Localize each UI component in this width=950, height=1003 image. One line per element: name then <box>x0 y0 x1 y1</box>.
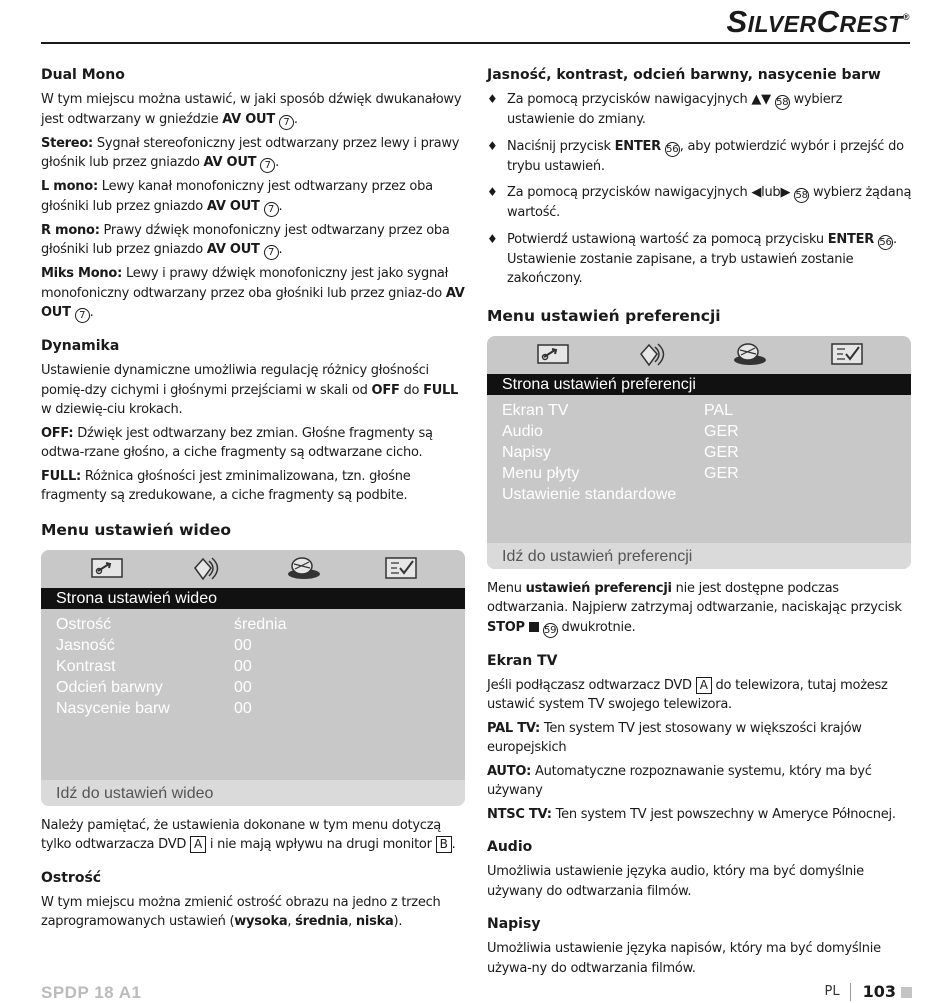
language-code: PL <box>825 983 851 1001</box>
section-heading-ostrosc: Ostrość <box>41 869 102 886</box>
ekran-intro: Jeśli podłączasz odtwarzacz DVD A do telewizora, tutaj możesz ustawić system TV swojego telewizora. <box>487 677 888 712</box>
model-number: SPDP 18 A1 <box>41 983 142 1002</box>
step-3: ♦ Za pomocą przycisków nawigacyjnych ◀lub▶ 58 wybierz żądaną wartość. <box>487 185 912 220</box>
osd-row-audio[interactable]: Audio GER <box>502 422 739 440</box>
osd-row-ostrosc[interactable]: Ostrość średnia <box>56 615 287 633</box>
pref-menu-note: Menu ustawień preferencji nie jest dostępne podczas odtwarzania. Najpierw zatrzymaj odtwarzanie, naciskając przycisk STOP 59 dwukrotnie. <box>487 580 902 636</box>
miks-mono-desc: Miks Mono: Lewy i prawy dźwięk monofoniczny jest jako sygnał monofoniczny odtwarzany przez oba głośniki lub przez gniaz-do AV OUT 7 . <box>41 266 465 321</box>
page-marker-square <box>901 987 912 998</box>
step-2: ♦ Naciśnij przycisk ENTER 56, aby potwierdzić wybór i przejść do trybu ustawień. <box>487 138 904 174</box>
preferences-osd <box>487 336 911 569</box>
setup-tools-icon <box>535 341 571 367</box>
left-arrow-icon: ◀ <box>751 185 762 200</box>
right-arrow-icon: ▶ <box>780 185 791 200</box>
page-number: 103 <box>862 982 896 1001</box>
video-menu-note: Należy pamiętać, że ustawienia dokonane w tym menu dotyczą tylko odtwarzacza DVD A i nie mają wpływu na drugi monitor B . <box>41 817 456 852</box>
auto-desc: AUTO: Automatyczne rozpoznawanie systemu, który ma być używany <box>487 763 872 798</box>
osd-row-menu-plyty[interactable]: Menu płyty GER <box>502 464 739 482</box>
osd-footer: Idź do ustawień wideo <box>41 780 465 806</box>
section-heading-dynamika: Dynamika <box>41 338 120 354</box>
video-settings-osd <box>41 550 465 806</box>
osd-row-ustawienie-standardowe[interactable]: Ustawienie standardowe <box>502 485 677 503</box>
audio-speaker-icon <box>189 555 225 581</box>
right-column <box>487 66 912 982</box>
osd-footer: Idź do ustawień preferencji <box>487 543 911 569</box>
dynamika-full-desc: FULL: Różnica głośności jest zminimalizowana, tzn. głośne fragmenty są zredukowane, a ciche fragmenty są podbite. <box>41 468 411 503</box>
napisy-desc: Umożliwia ustawienie języka napisów, który ma być domyślnie używa-ny do odtwarzania filmów. <box>487 941 881 976</box>
ref-number-7: 7 <box>279 115 294 130</box>
section-heading-audio: Audio <box>487 839 533 855</box>
osd-row-kontrast[interactable]: Kontrast 00 <box>56 657 252 675</box>
rmono-desc: R mono: Prawy dźwięk monofoniczny jest odtwarzany przez oba głośniki lub przez gniazdo AV OUT 7 . <box>41 222 450 258</box>
osd-title-bar: Strona ustawień wideo <box>41 588 465 609</box>
osd-row-napisy[interactable]: Napisy GER <box>502 443 739 461</box>
step-1: ♦ Za pomocą przycisków nawigacyjnych ▲▼ 58 wybierz ustawienie do zmiany. <box>487 92 843 127</box>
osd-row-nasycenie[interactable]: Nasycenie barw 00 <box>56 699 252 717</box>
page-footer <box>825 983 913 1001</box>
osd-row-odcien[interactable]: Odcień barwny 00 <box>56 678 252 696</box>
up-down-arrows-icon: ▲▼ <box>751 92 771 107</box>
dynamika-intro: Ustawienie dynamiczne umożliwia regulację różnicy głośności pomię-dzy cichymi i głośnymi przejściami w skali od OFF do FULL w dziewię-ciu krokach. <box>41 363 459 417</box>
steps-list <box>487 90 912 289</box>
dynamika-off-desc: OFF: Dźwięk jest odtwarzany bez zmian. Głośne fragmenty są odtwa-rzane głośno, a ciche fragmenty są odtwarzane cicho. <box>41 425 433 460</box>
audio-speaker-icon <box>635 341 671 367</box>
preferences-checklist-icon <box>829 341 865 367</box>
stereo-desc: Stereo: Sygnał stereofoniczny jest odtwarzany przez lewy i prawy głośnik lub przez gniazdo AV OUT 7 . <box>41 135 460 171</box>
lmono-desc: L mono: Lewy kanał monofoniczny jest odtwarzany przez oba głośniki lub przez gniazdo AV OUT 7 . <box>41 179 433 215</box>
section-heading-ekran-tv: Ekran TV <box>487 652 558 669</box>
osd-row-ekran-tv[interactable]: Ekran TV PAL <box>502 401 734 419</box>
left-column <box>41 66 466 936</box>
header-rule <box>41 42 910 44</box>
ostrosc-desc: W tym miejscu można zmienić ostrość obrazu na jedno z trzech zaprogramowanych ustawień (wysoka, średnia, niska). <box>41 894 441 929</box>
brand-logo: SILVERCREST® <box>726 4 910 39</box>
section-heading-dual-mono: Dual Mono <box>41 67 125 83</box>
stop-square-icon <box>529 622 539 632</box>
pal-desc: PAL TV: Ten system TV jest stosowany w większości krajów europejskich <box>487 720 862 755</box>
section-heading-napisy: Napisy <box>487 916 541 932</box>
video-disc-icon <box>730 341 770 367</box>
video-disc-icon <box>284 555 324 581</box>
preferences-checklist-icon <box>383 555 419 581</box>
osd-title-bar: Strona ustawień preferencji <box>487 374 911 395</box>
section-heading-jasnosc: Jasność, kontrast, odcień barwny, nasycenie barw <box>487 67 881 83</box>
osd-row-jasnosc[interactable]: Jasność 00 <box>56 636 252 654</box>
section-heading-video-menu: Menu ustawień wideo <box>41 520 231 539</box>
ntsc-desc: NTSC TV: Ten system TV jest powszechny w Ameryce Północnej. <box>487 806 896 822</box>
dual-mono-intro: W tym miejscu można ustawić, w jaki sposób dźwięk dwukanałowy jest odtwarzany w gnieździe AV OUT 7 . <box>41 92 462 128</box>
section-heading-pref-menu: Menu ustawień preferencji <box>487 306 721 325</box>
step-4: ♦ Potwierdź ustawioną wartość za pomocą przycisku ENTER 56. Ustawienie zostanie zapisane, a tryb ustawień zostanie zakończony. <box>487 231 897 286</box>
audio-desc: Umożliwia ustawienie języka audio, który ma być domyślnie używany do odtwarzania filmów. <box>487 864 864 899</box>
setup-tools-icon <box>89 555 125 581</box>
